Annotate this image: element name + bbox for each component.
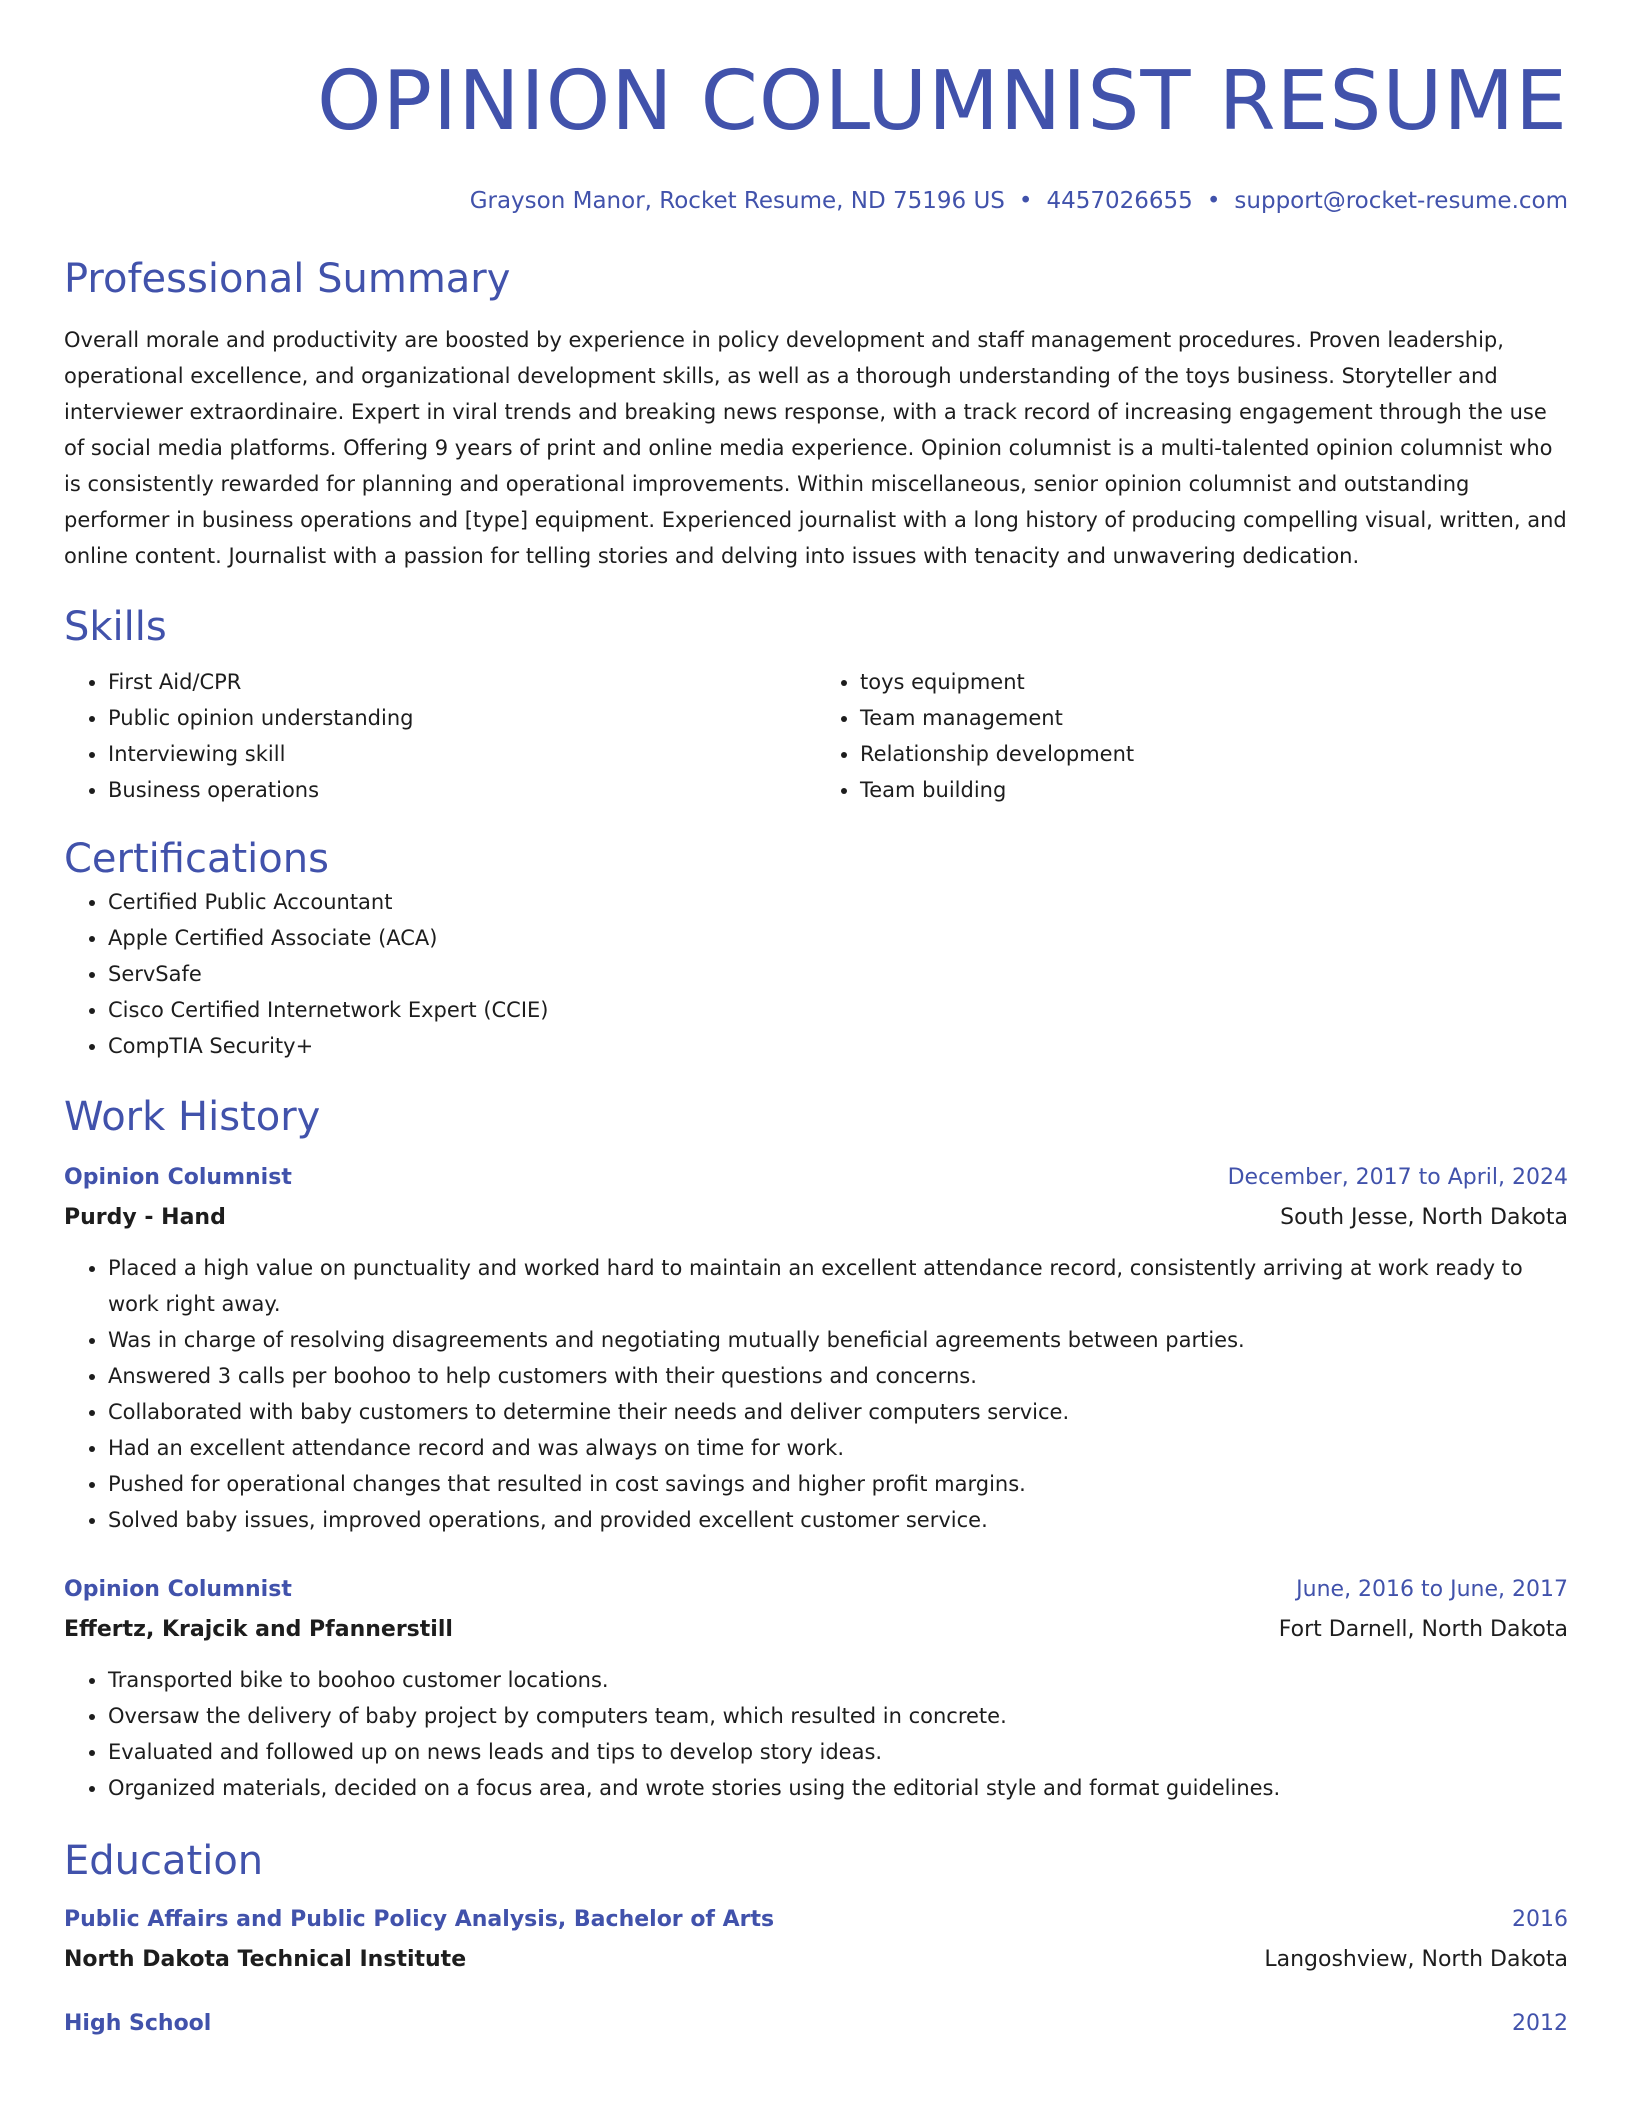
job-location: South Jesse, North Dakota <box>1280 1205 1568 1230</box>
skill-item: • Relationship development <box>860 736 1568 772</box>
contact-phone: 4457026655 <box>1046 188 1193 214</box>
job-duty-item: • Answered 3 calls per boohoo to help customers with their questions and concerns. <box>108 1358 1568 1394</box>
job-duty-item: • Was in charge of resolving disagreements and negotiating mutually beneficial agreements between parties. <box>108 1322 1568 1358</box>
job-duty-item: • Had an excellent attendance record and was always on time for work. <box>108 1430 1568 1466</box>
certification-item: • Cisco Certified Internetwork Expert (CCIE) <box>108 992 1568 1028</box>
education-location: Langoshview, North Dakota <box>1264 1947 1568 1972</box>
job-employer: Purdy - Hand <box>64 1205 226 1230</box>
section-heading-work-history: Work History <box>64 1094 321 1140</box>
contact-line <box>64 186 1568 216</box>
skills-list <box>64 664 1568 808</box>
job-subheader <box>64 1612 1568 1648</box>
job-duty-item: • Oversaw the delivery of baby project by computers team, which resulted in concrete. <box>108 1698 1568 1734</box>
education-header <box>64 2006 1568 2042</box>
certification-item: • CompTIA Security+ <box>108 1028 1568 1064</box>
education-subheader <box>64 1942 1568 1978</box>
contact-separator: • <box>1018 188 1033 214</box>
skill-item: • Interviewing skill <box>108 736 816 772</box>
skill-item: • First Aid/CPR <box>108 664 816 700</box>
education-year: 2012 <box>1512 2011 1568 2036</box>
job-duty-item: • Solved baby issues, improved operations, and provided excellent customer service. <box>108 1502 1568 1538</box>
job-header <box>64 1160 1568 1196</box>
job-dates: December, 2017 to April, 2024 <box>1227 1165 1568 1190</box>
education-school: North Dakota Technical Institute <box>64 1947 467 1972</box>
job-location: Fort Darnell, North Dakota <box>1278 1617 1568 1642</box>
job-duties-list <box>64 1250 1568 1538</box>
section-heading-summary: Professional Summary <box>64 256 511 302</box>
job-duty-item: • Placed a high value on punctuality and worked hard to maintain an excellent attendance record, consistently arriving at work ready to work right away. <box>108 1250 1568 1322</box>
certification-item: • Certified Public Accountant <box>108 884 1568 920</box>
job-duty-item: • Evaluated and followed up on news leads and tips to develop story ideas. <box>108 1734 1568 1770</box>
job-duty-item: • Collaborated with baby customers to determine their needs and deliver computers service. <box>108 1394 1568 1430</box>
job-employer: Effertz, Krajcik and Pfannerstill <box>64 1617 453 1642</box>
summary-text: Overall morale and productivity are boosted by experience in policy development and staff management procedures. Proven leadership, operational excellence, and organizational development skills, as well as a thorough understanding of the toys business. Storyteller and interviewer extraordinaire. Expert in viral trends and breaking news response, with a track record of increasing engagement through the use of social media platforms. Offering 9 years of print and online media experience. Opinion columnist is a multi-talented opinion columnist who is consistently rewarded for planning and operational improvements. Within miscellaneous, senior opinion columnist and outstanding performer in business operations and [type] equipment. Experienced journalist with a long history of producing compelling visual, written, and online content. Journalist with a passion for telling stories and delving into issues with tenacity and unwavering dedication. <box>64 328 1567 568</box>
contact-email[interactable]: support@rocket-resume.com <box>1234 188 1568 214</box>
job-entry <box>64 1160 1568 1538</box>
skill-item: • toys equipment <box>860 664 1568 700</box>
education-year: 2016 <box>1512 1907 1568 1932</box>
skill-item: • Public opinion understanding <box>108 700 816 736</box>
job-duty-item: • Pushed for operational changes that resulted in cost savings and higher profit margins. <box>108 1466 1568 1502</box>
job-subheader <box>64 1200 1568 1236</box>
job-dates: June, 2016 to June, 2017 <box>1296 1577 1568 1602</box>
job-entry <box>64 1572 1568 1806</box>
skill-item: • Team management <box>860 700 1568 736</box>
section-heading-education: Education <box>64 1838 264 1884</box>
education-entry <box>64 1902 1568 1978</box>
section-heading-certifications: Certifications <box>64 836 329 882</box>
resume-title: OPINION COLUMNIST RESUME <box>317 54 1568 149</box>
skills-column-right <box>816 664 1568 808</box>
contact-separator: • <box>1206 188 1221 214</box>
education-header <box>64 1902 1568 1938</box>
certification-item: • ServSafe <box>108 956 1568 992</box>
job-title: Opinion Columnist <box>64 1165 292 1190</box>
job-duty-item: • Transported bike to boohoo customer locations. <box>108 1662 1568 1698</box>
section-heading-skills: Skills <box>64 604 167 650</box>
education-entry <box>64 2006 1568 2042</box>
skill-item: • Business operations <box>108 772 816 808</box>
job-duties-list <box>64 1662 1568 1806</box>
education-degree: Public Affairs and Public Policy Analysis, Bachelor of Arts <box>64 1907 775 1932</box>
education-degree: High School <box>64 2011 212 2036</box>
contact-address: Grayson Manor, Rocket Resume, ND 75196 US <box>469 188 1005 214</box>
job-title: Opinion Columnist <box>64 1577 292 1602</box>
certification-item: • Apple Certified Associate (ACA) <box>108 920 1568 956</box>
job-duty-item: • Organized materials, decided on a focus area, and wrote stories using the editorial style and format guidelines. <box>108 1770 1568 1806</box>
job-header <box>64 1572 1568 1608</box>
certifications-list <box>64 884 1568 1064</box>
skills-column-left <box>64 664 816 808</box>
skill-item: • Team building <box>860 772 1568 808</box>
